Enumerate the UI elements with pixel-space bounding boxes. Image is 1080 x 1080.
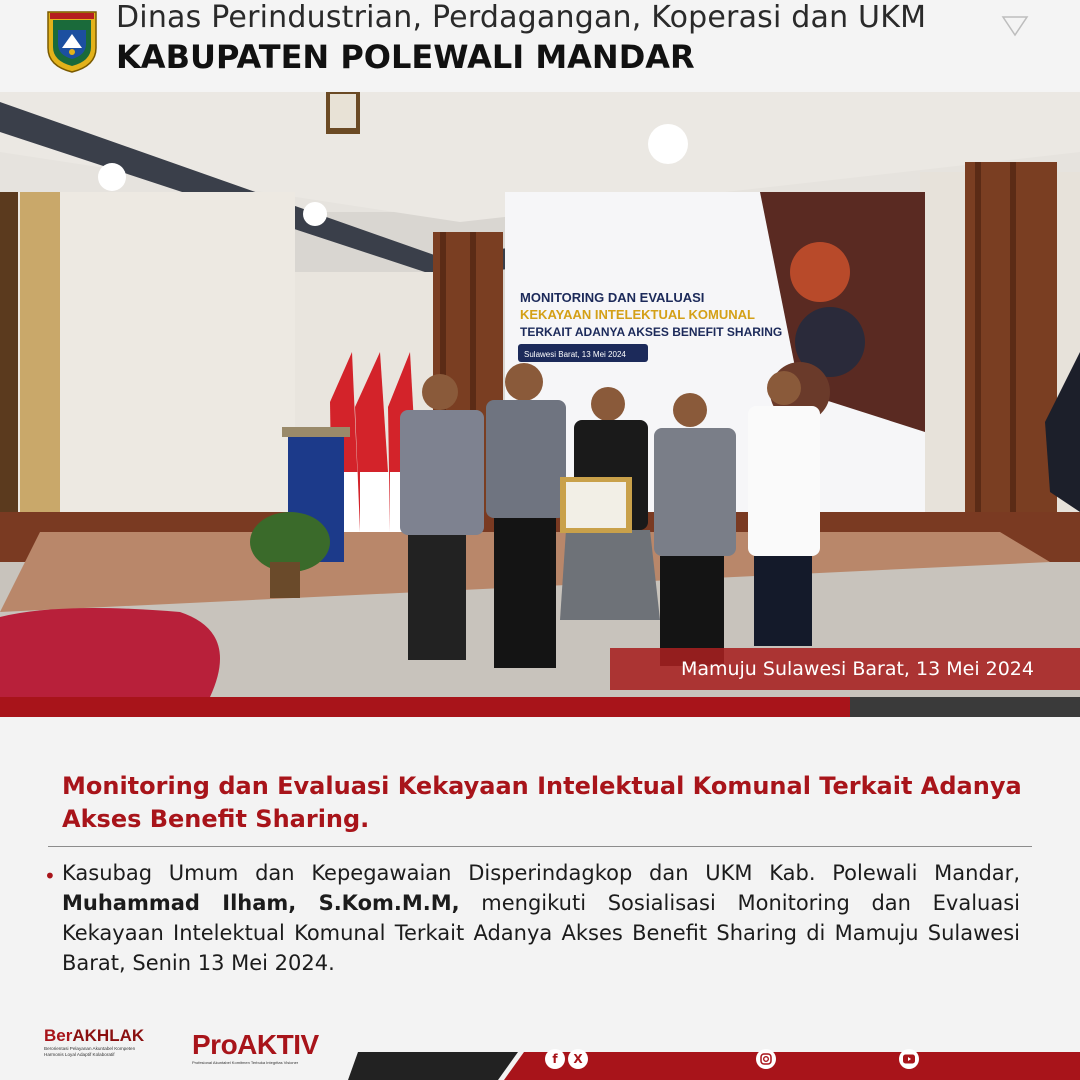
berakhlak-logo (44, 1026, 184, 1072)
regency-logo (44, 8, 100, 74)
proaktiv-sub: Profesional Akuntabel Komitmen Terbuka Integritas Visioner (192, 1060, 299, 1065)
article-body-name: Muhammad Ilham, S.Kom.M.M, (62, 891, 460, 915)
berakhlak-sub2: Harmonis Loyal Adaptif Kolaboratif (44, 1052, 115, 1057)
triangle-decoration-icon (1000, 14, 1030, 38)
person-4 (654, 393, 736, 666)
event-photo (0, 92, 1080, 697)
banner-date: Sulawesi Barat, 13 Mei 2024 (524, 350, 626, 359)
article-body (62, 858, 1020, 978)
title-rule (48, 846, 1032, 847)
regency-name: KABUPATEN POLEWALI MANDAR (116, 38, 695, 76)
header (0, 0, 1080, 92)
x-icon[interactable]: X (568, 1049, 588, 1069)
article-body-post: mengikuti Sosialisasi Monitoring dan Evaluasi Kekayaan Intelektual Komunal Terkait Adanya Akses Benefit Sharing di Mamuju Sulawesi Barat, Senin 13 Mei 2024. (62, 891, 1021, 975)
proaktiv-logo (192, 1030, 352, 1074)
agency-name: Dinas Perindustrian, Perdagangan, Koperasi dan UKM (116, 0, 927, 35)
bullet-icon: • (44, 864, 56, 888)
youtube-icon[interactable] (899, 1049, 919, 1069)
certificate (560, 477, 632, 533)
divider-red (0, 697, 850, 717)
photo-caption (610, 648, 1080, 690)
facebook-icon[interactable]: f (545, 1049, 565, 1069)
berakhlak-sub1: Berorientasi Pelayanan Akuntabel Kompeten (44, 1046, 136, 1051)
youtube-glyph (903, 1054, 915, 1064)
person-2 (486, 363, 566, 668)
article-body-pre: Kasubag Umum dan Kepegawaian Disperindagkop dan UKM Kab. Polewali Mandar, (62, 861, 1020, 885)
instagram-icon[interactable] (756, 1049, 776, 1069)
event-photo-illustration (0, 92, 1080, 697)
banner-line3: TERKAIT ADANYA AKSES BENEFIT SHARING (520, 325, 783, 339)
proaktiv-title: ProAKTIV (192, 1029, 319, 1060)
article-title: Monitoring dan Evaluasi Kekayaan Intelektual Komunal Terkait Adanya Akses Benefit Sharing. (62, 772, 1022, 833)
instagram-glyph (760, 1053, 772, 1065)
person-5 (748, 371, 820, 646)
divider-dark (850, 697, 1080, 717)
berakhlak-title-a: Ber (44, 1026, 73, 1045)
berakhlak-title-b: AKHLAK (72, 1026, 145, 1045)
banner-line1: MONITORING DAN EVALUASI (520, 290, 705, 305)
photo-caption-text: Mamuju Sulawesi Barat, 13 Mei 2024 (680, 658, 1034, 680)
footer-bar (348, 1052, 1080, 1080)
banner-line2: KEKAYAAN INTELEKTUAL KOMUNAL (520, 307, 755, 322)
